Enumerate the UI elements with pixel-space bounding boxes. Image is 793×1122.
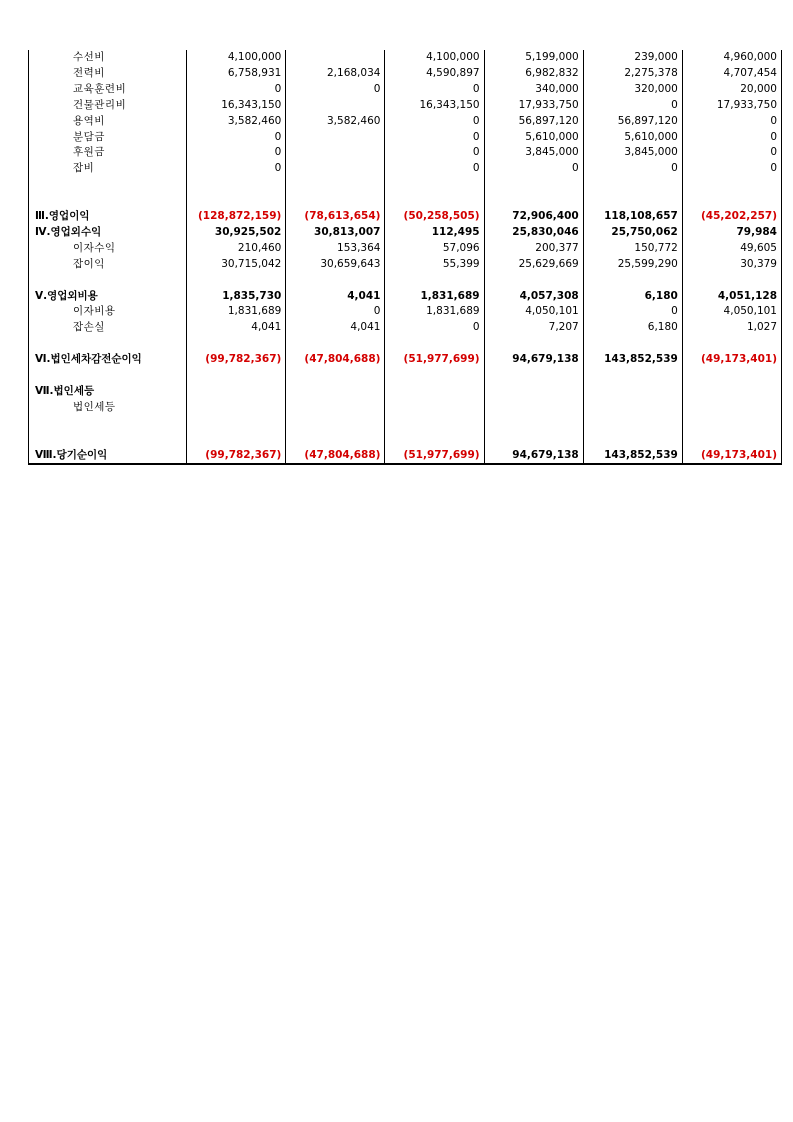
account-label: 잡비 [29, 161, 187, 177]
amount-cell: 30,925,502 [187, 225, 286, 241]
amount-cell: 25,629,669 [484, 257, 583, 273]
account-label: 분담금 [29, 130, 187, 146]
amount-cell [385, 400, 484, 416]
section-label: Ⅷ.당기순이익 [29, 448, 187, 465]
line-item-row [29, 145, 782, 161]
amount-cell: 0 [385, 161, 484, 177]
amount-cell [286, 193, 385, 209]
amount-cell: 17,933,750 [682, 98, 781, 114]
amount-cell [286, 384, 385, 400]
amount-cell [187, 273, 286, 289]
amount-cell: 56,897,120 [583, 114, 682, 130]
amount-cell [583, 273, 682, 289]
amount-cell: 20,000 [682, 82, 781, 98]
amount-cell: 1,831,689 [385, 304, 484, 320]
amount-cell: 5,610,000 [484, 130, 583, 146]
amount-cell: 0 [484, 161, 583, 177]
amount-cell [484, 368, 583, 384]
amount-cell [187, 177, 286, 193]
amount-cell: 57,096 [385, 241, 484, 257]
amount-cell [583, 416, 682, 432]
amount-cell: 210,460 [187, 241, 286, 257]
amount-cell [286, 336, 385, 352]
amount-cell: (49,173,401) [682, 352, 781, 368]
amount-cell [187, 368, 286, 384]
amount-cell [682, 384, 781, 400]
amount-cell [484, 336, 583, 352]
line-item-row [29, 98, 782, 114]
amount-cell: 16,343,150 [187, 98, 286, 114]
section-label: Ⅴ.영업외비용 [29, 289, 187, 305]
amount-cell: (99,782,367) [187, 352, 286, 368]
amount-cell [385, 384, 484, 400]
amount-cell: 1,831,689 [187, 304, 286, 320]
amount-cell [286, 145, 385, 161]
amount-cell: 340,000 [484, 82, 583, 98]
line-item-row [29, 400, 782, 416]
amount-cell [682, 400, 781, 416]
amount-cell: 0 [187, 161, 286, 177]
amount-cell [484, 384, 583, 400]
amount-cell: 7,207 [484, 320, 583, 336]
amount-cell: 30,715,042 [187, 257, 286, 273]
amount-cell: (49,173,401) [682, 448, 781, 465]
account-label: 전력비 [29, 66, 187, 82]
amount-cell: 25,750,062 [583, 225, 682, 241]
amount-cell [682, 193, 781, 209]
account-label [29, 336, 187, 352]
amount-cell [583, 368, 682, 384]
amount-cell [484, 432, 583, 448]
amount-cell: 0 [583, 98, 682, 114]
amount-cell: 0 [385, 114, 484, 130]
amount-cell [682, 416, 781, 432]
amount-cell [484, 177, 583, 193]
line-item-row [29, 161, 782, 177]
amount-cell [385, 336, 484, 352]
amount-cell [286, 130, 385, 146]
spacer-row [29, 193, 782, 209]
amount-cell: 0 [385, 320, 484, 336]
spacer-row [29, 432, 782, 448]
amount-cell: 79,984 [682, 225, 781, 241]
amount-cell: 94,679,138 [484, 448, 583, 465]
amount-cell: (99,782,367) [187, 448, 286, 465]
amount-cell: 56,897,120 [484, 114, 583, 130]
line-item-row [29, 82, 782, 98]
amount-cell: 94,679,138 [484, 352, 583, 368]
amount-cell [682, 336, 781, 352]
amount-cell [187, 384, 286, 400]
amount-cell [583, 336, 682, 352]
amount-cell: 143,852,539 [583, 352, 682, 368]
income-statement-table [28, 50, 782, 465]
account-label: 수선비 [29, 50, 187, 66]
account-label [29, 368, 187, 384]
amount-cell: (51,977,699) [385, 352, 484, 368]
amount-cell: 6,180 [583, 320, 682, 336]
amount-cell [286, 273, 385, 289]
section-header-row [29, 384, 782, 400]
line-item-row [29, 66, 782, 82]
amount-cell: 1,027 [682, 320, 781, 336]
amount-cell [286, 50, 385, 66]
amount-cell: 4,051,128 [682, 289, 781, 305]
spacer-row [29, 177, 782, 193]
amount-cell [187, 432, 286, 448]
amount-cell: 153,364 [286, 241, 385, 257]
amount-cell [583, 177, 682, 193]
amount-cell: 0 [583, 304, 682, 320]
amount-cell: 0 [385, 130, 484, 146]
amount-cell [484, 273, 583, 289]
amount-cell: 118,108,657 [583, 209, 682, 225]
amount-cell: (47,804,688) [286, 448, 385, 465]
line-item-row [29, 304, 782, 320]
amount-cell: 0 [682, 114, 781, 130]
amount-cell: 4,041 [286, 320, 385, 336]
section-label: Ⅵ.법인세차감전순이익 [29, 352, 187, 368]
amount-cell: 4,050,101 [682, 304, 781, 320]
amount-cell: 0 [385, 145, 484, 161]
amount-cell: 25,830,046 [484, 225, 583, 241]
amount-cell: 16,343,150 [385, 98, 484, 114]
amount-cell [385, 416, 484, 432]
amount-cell [385, 432, 484, 448]
amount-cell: 0 [682, 130, 781, 146]
amount-cell: 0 [187, 130, 286, 146]
amount-cell: (47,804,688) [286, 352, 385, 368]
amount-cell: 4,057,308 [484, 289, 583, 305]
amount-cell [286, 177, 385, 193]
amount-cell: 4,590,897 [385, 66, 484, 82]
section-header-row [29, 352, 782, 368]
amount-cell [583, 193, 682, 209]
amount-cell: 4,050,101 [484, 304, 583, 320]
amount-cell: 143,852,539 [583, 448, 682, 465]
amount-cell: (128,872,159) [187, 209, 286, 225]
amount-cell [385, 193, 484, 209]
line-item-row [29, 241, 782, 257]
amount-cell: (45,202,257) [682, 209, 781, 225]
section-header-row [29, 448, 782, 465]
amount-cell: 6,180 [583, 289, 682, 305]
amount-cell [484, 400, 583, 416]
amount-cell: 17,933,750 [484, 98, 583, 114]
amount-cell: 200,377 [484, 241, 583, 257]
amount-cell: 30,813,007 [286, 225, 385, 241]
account-label [29, 193, 187, 209]
amount-cell: 4,041 [286, 289, 385, 305]
amount-cell [286, 432, 385, 448]
account-label: 잡손실 [29, 320, 187, 336]
amount-cell: 4,041 [187, 320, 286, 336]
account-label: 건물관리비 [29, 98, 187, 114]
amount-cell [385, 273, 484, 289]
amount-cell [385, 177, 484, 193]
amount-cell [682, 368, 781, 384]
amount-cell: 3,582,460 [187, 114, 286, 130]
amount-cell: 0 [286, 82, 385, 98]
line-item-row [29, 114, 782, 130]
line-item-row [29, 257, 782, 273]
section-label: Ⅳ.영업외수익 [29, 225, 187, 241]
account-label [29, 273, 187, 289]
account-label: 교육훈련비 [29, 82, 187, 98]
amount-cell: 2,168,034 [286, 66, 385, 82]
amount-cell: 3,845,000 [484, 145, 583, 161]
amount-cell [682, 273, 781, 289]
amount-cell: 0 [286, 304, 385, 320]
line-item-row [29, 130, 782, 146]
amount-cell: 72,906,400 [484, 209, 583, 225]
amount-cell: 55,399 [385, 257, 484, 273]
amount-cell [682, 177, 781, 193]
amount-cell: 5,199,000 [484, 50, 583, 66]
amount-cell: 3,845,000 [583, 145, 682, 161]
amount-cell [187, 336, 286, 352]
amount-cell: 4,960,000 [682, 50, 781, 66]
spacer-row [29, 336, 782, 352]
account-label: 후원금 [29, 145, 187, 161]
amount-cell: 30,659,643 [286, 257, 385, 273]
section-header-row [29, 289, 782, 305]
line-item-row [29, 50, 782, 66]
amount-cell: 4,100,000 [385, 50, 484, 66]
amount-cell: 1,831,689 [385, 289, 484, 305]
amount-cell [187, 416, 286, 432]
section-header-row [29, 209, 782, 225]
amount-cell: 4,100,000 [187, 50, 286, 66]
amount-cell: 3,582,460 [286, 114, 385, 130]
spacer-row [29, 368, 782, 384]
account-label [29, 177, 187, 193]
amount-cell: 320,000 [583, 82, 682, 98]
amount-cell: 112,495 [385, 225, 484, 241]
account-label: 법인세등 [29, 400, 187, 416]
amount-cell: 30,379 [682, 257, 781, 273]
account-label [29, 416, 187, 432]
amount-cell: 0 [583, 161, 682, 177]
amount-cell: 25,599,290 [583, 257, 682, 273]
amount-cell [286, 98, 385, 114]
amount-cell: 2,275,378 [583, 66, 682, 82]
amount-cell [583, 432, 682, 448]
amount-cell: 6,758,931 [187, 66, 286, 82]
amount-cell [286, 416, 385, 432]
amount-cell: 0 [385, 82, 484, 98]
amount-cell [583, 400, 682, 416]
account-label: 이자비용 [29, 304, 187, 320]
amount-cell: 0 [682, 161, 781, 177]
amount-cell: (50,258,505) [385, 209, 484, 225]
account-label [29, 432, 187, 448]
amount-cell [583, 384, 682, 400]
account-label: 잡이익 [29, 257, 187, 273]
amount-cell: 0 [187, 145, 286, 161]
amount-cell: 0 [682, 145, 781, 161]
account-label: 이자수익 [29, 241, 187, 257]
amount-cell: 49,605 [682, 241, 781, 257]
section-label: Ⅶ.법인세등 [29, 384, 187, 400]
statement-body [29, 50, 782, 464]
amount-cell [286, 161, 385, 177]
amount-cell: 0 [187, 82, 286, 98]
account-label: 용역비 [29, 114, 187, 130]
amount-cell: (78,613,654) [286, 209, 385, 225]
amount-cell [484, 193, 583, 209]
amount-cell: 4,707,454 [682, 66, 781, 82]
amount-cell [385, 368, 484, 384]
line-item-row [29, 320, 782, 336]
amount-cell: (51,977,699) [385, 448, 484, 465]
amount-cell: 5,610,000 [583, 130, 682, 146]
spacer-row [29, 273, 782, 289]
spacer-row [29, 416, 782, 432]
amount-cell: 1,835,730 [187, 289, 286, 305]
section-header-row [29, 225, 782, 241]
amount-cell [682, 432, 781, 448]
amount-cell: 6,982,832 [484, 66, 583, 82]
amount-cell: 239,000 [583, 50, 682, 66]
amount-cell [286, 368, 385, 384]
section-label: Ⅲ.영업이익 [29, 209, 187, 225]
amount-cell [187, 193, 286, 209]
amount-cell [286, 400, 385, 416]
amount-cell [484, 416, 583, 432]
amount-cell: 150,772 [583, 241, 682, 257]
amount-cell [187, 400, 286, 416]
